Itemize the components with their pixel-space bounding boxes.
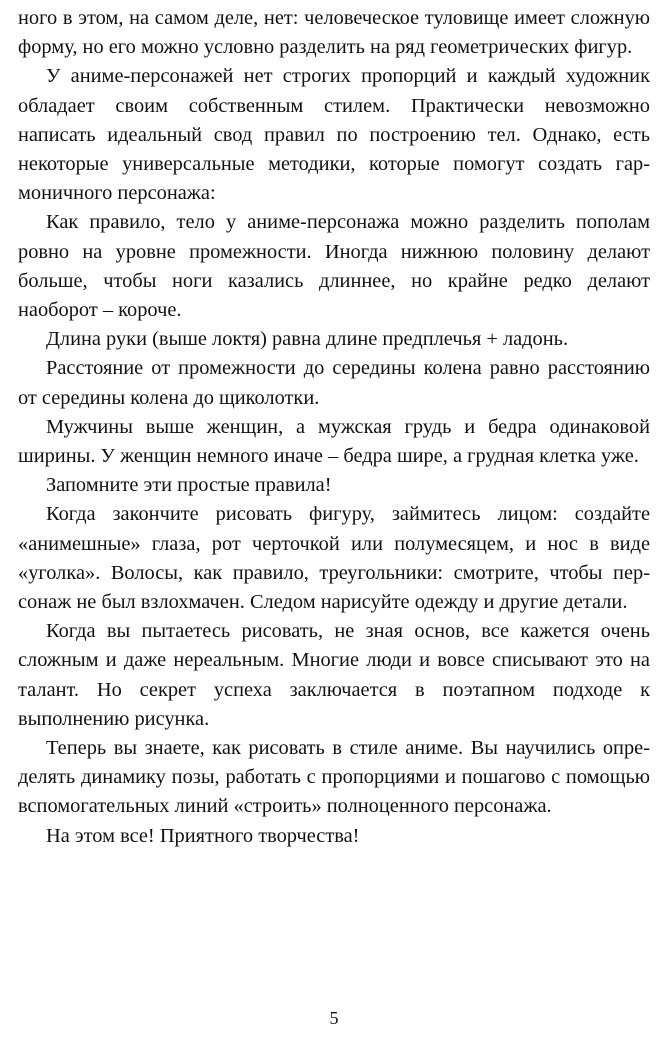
paragraph-arm-length: Длина руки (выше локтя) равна длине предплечья + ладонь. xyxy=(46,328,569,351)
page-number: 5 xyxy=(329,1008,339,1028)
paragraph-closing: На этом все! Приятного творчества! xyxy=(46,824,360,847)
paragraph-proportions-intro: У аниме-персонажей нет строгих пропорций и каждый художник обладает своим собственным стилем. Практически невозможно написать идеальный свод правил по построению тел. Однако, есть некоторые универсальные методики, которые помогут создать гармоничного персонажа: xyxy=(18,65,650,205)
paragraph-face-details: Когда закончите рисовать фигуру, займитесь лицом: создайте «анимешные» глаза, рот черточкой или полумесяцем, и нос в виде «уголка». Волосы, как правило, треугольники: смотрите, чтобы персонаж не был взлохмачен. Следом нарисуйте одежду и другие детали. xyxy=(18,503,650,614)
paragraph-summary: Теперь вы знаете, как рисовать в стиле аниме. Вы научились определять динамику позы, работать с пропорциями и пошагово с помощью вспомогательных линий «строить» полноценного персонажа. xyxy=(18,737,650,818)
paragraph-continuation: ного в этом, на самом деле, нет: человеческое туловище имеет сложную форму, но его можно условно разделить на ряд геометрических фигур. xyxy=(18,7,650,59)
paragraph-body-halves: Как правило, тело у аниме-персонажа можно разделить пополам ровно на уровне промежности. Иногда нижнюю половину делают больше, чтобы ноги казались длиннее, но крайне редко делают наоборот – короче. xyxy=(18,211,650,322)
page-body xyxy=(18,4,650,851)
paragraph-leg-length: Расстояние от промежности до середины колена равно расстоянию от середины колена до щиколотки. xyxy=(18,357,650,409)
paragraph-step-by-step: Когда вы пытаетесь рисовать, не зная основ, все кажется очень сложным и даже нереальным. Многие люди и вовсе списывают это на талант. Но секрет успеха заключается в поэтапном подходе к выполнению рисунка. xyxy=(18,620,650,730)
paragraph-remember-rules: Запомните эти простые правила! xyxy=(46,474,332,497)
paragraph-male-female: Мужчины выше женщин, а мужская грудь и бедра одинаковой ширины. У женщин немного иначе – бедра шире, а грудная клетка уже. xyxy=(18,415,650,468)
